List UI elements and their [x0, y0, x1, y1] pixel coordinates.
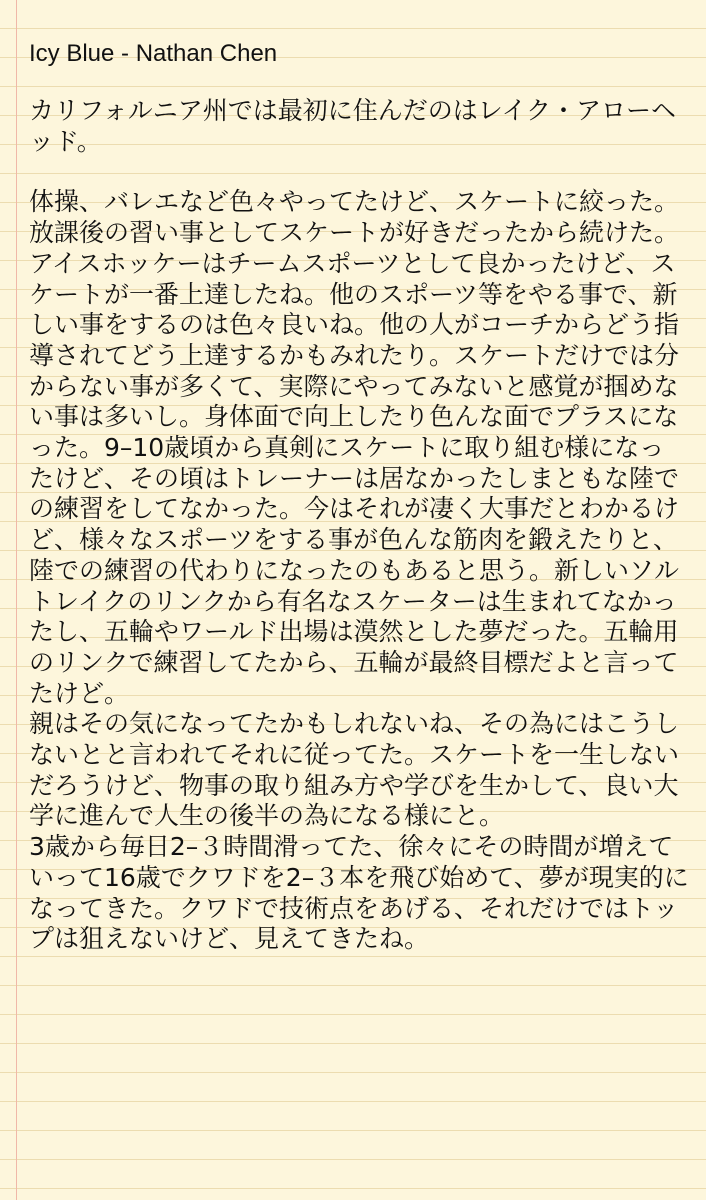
note-paragraph-2: 体操、バレエなど色々やってたけど、スケートに絞った。放課後の習い事としてスケートが好きだったから続けた。アイスホッケーはチームスポーツとして良かったけど、スケートが一番上達したね。他のスポーツ等をやる事で、新しい事をするのは色々良いね。他の人がコーチからどう指導されてどう上達するかもみれたり。スケートだけでは分からない事が多くて、実際にやってみないと感覚が掴めない事は多いし。身体面で向上したり色んな面でプラスになった。9–10歳頃から真剣にスケートに取り組む様になったけど、その頃はトレーナーは居なかったしまともな陸での練習をしてなかった。今はそれが凄く大事だとわかるけど、様々なスポーツをする事が色んな筋肉を鍛えたりと、陸での練習の代わりになったのもあると思う。新しいソルトレイクのリンクから有名なスケーターは生まれてなかったし、五輪やワールド出場は漠然とした夢だった。五輪用のリンクで練習してたから、五輪が最終目標だよと言ってたけど。: [29, 187, 680, 708]
note-title: Icy Blue - Nathan Chen: [29, 40, 278, 67]
note-paragraph-4: 3歳から毎日2–３時間滑ってた、徐々にその時間が増えていって16歳でクワドを2–３本を飛び始めて、夢が現実的になってきた。クワドで技術点をあげる、それだけではトップは狙えないけど、見えてきたね。: [29, 832, 689, 954]
paragraph-spacer: [29, 157, 689, 187]
notebook-margin-line: [16, 0, 17, 1200]
note-body[interactable]: [29, 36, 689, 955]
note-paragraph-3: 親はその気になってたかもしれないね、その為にはこうしないとと言われてそれに従ってた。スケートを一生しないだろうけど、物事の取り組み方や学びを生かして、良い大学に進んで人生の後半の為になる様にと。: [29, 709, 680, 831]
note-paragraph-1: カリフォルニア州では最初に住んだのはレイク・アローヘッド。: [29, 96, 677, 156]
